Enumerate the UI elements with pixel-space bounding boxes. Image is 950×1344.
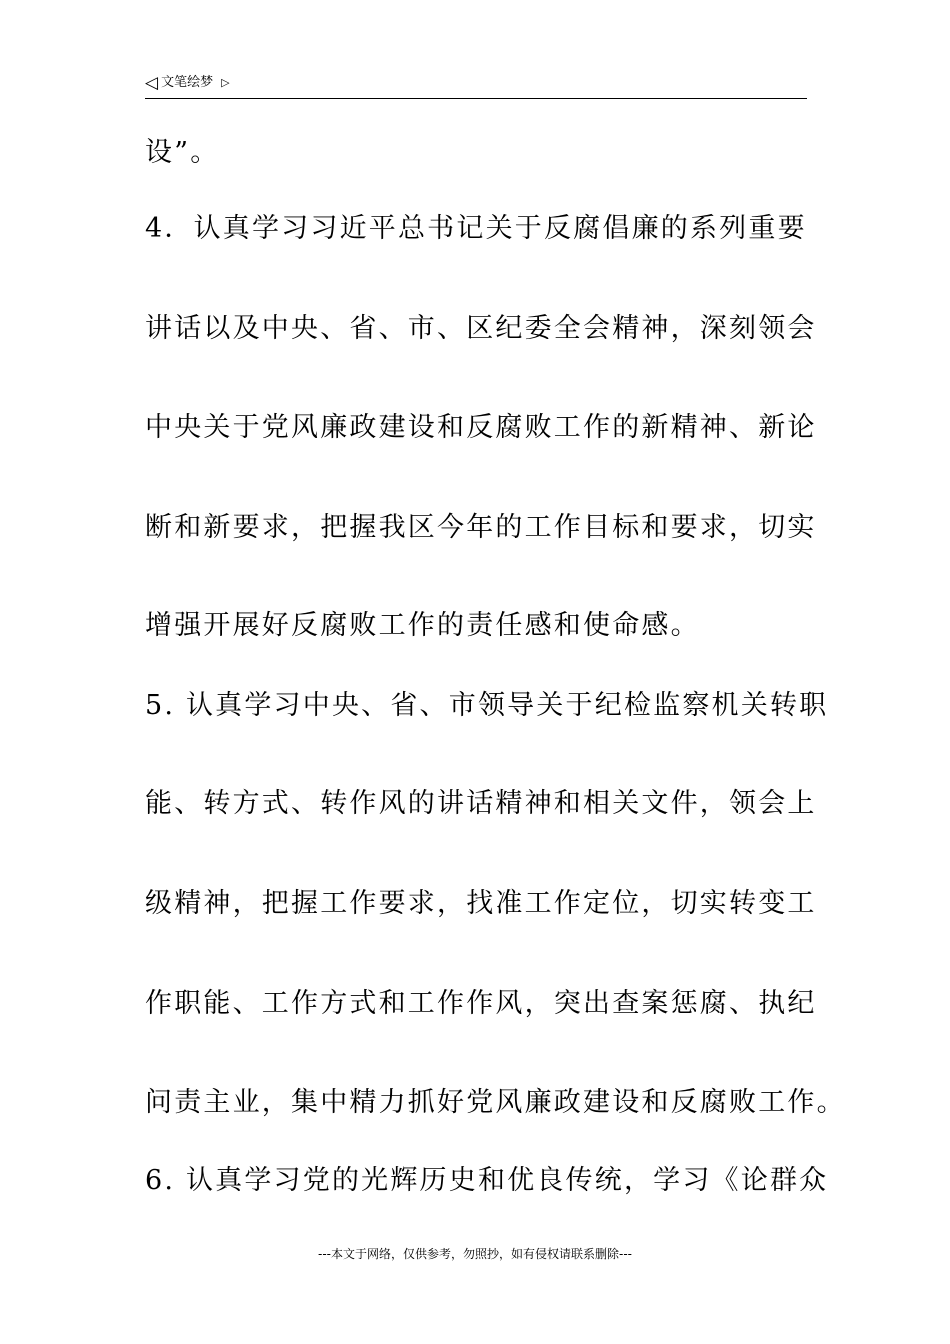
triangle-left-icon: ◁ — [145, 73, 159, 93]
body-line: 6. 认真学习党的光辉历史和优良传统，学习《论群众 — [145, 1165, 829, 1196]
body-line: 级精神，把握工作要求，找准工作定位，切实转变工 — [145, 888, 817, 919]
header-brand — [145, 74, 230, 92]
body-line: 设”。 — [145, 137, 220, 168]
page-header — [145, 72, 807, 99]
body-line: 5. 认真学习中央、省、市领导关于纪检监察机关转职 — [145, 690, 829, 721]
triangle-right-icon: ▷ — [221, 76, 230, 89]
body-line: 能、转方式、转作风的讲话精神和相关文件，领会上 — [145, 788, 817, 819]
body-line: 断和新要求，把握我区今年的工作目标和要求，切实 — [145, 512, 817, 543]
header-title: 文笔绘梦 — [161, 75, 214, 90]
body-line: 讲话以及中央、省、市、区纪委全会精神，深刻领会 — [145, 313, 817, 344]
footer-disclaimer: ---本文于网络，仅供参考，勿照抄，如有侵权请联系删除--- — [318, 1247, 632, 1261]
body-line: 作职能、工作方式和工作作风，突出查案惩腐、执纪 — [145, 988, 817, 1019]
body-line: 中央关于党风廉政建设和反腐败工作的新精神、新论 — [145, 412, 817, 443]
body-line: 问责主业，集中精力抓好党风廉政建设和反腐败工作。 — [145, 1087, 846, 1118]
body-line: 4．认真学习习近平总书记关于反腐倡廉的系列重要 — [145, 213, 807, 244]
body-line: 增强开展好反腐败工作的责任感和使命感。 — [145, 610, 700, 641]
